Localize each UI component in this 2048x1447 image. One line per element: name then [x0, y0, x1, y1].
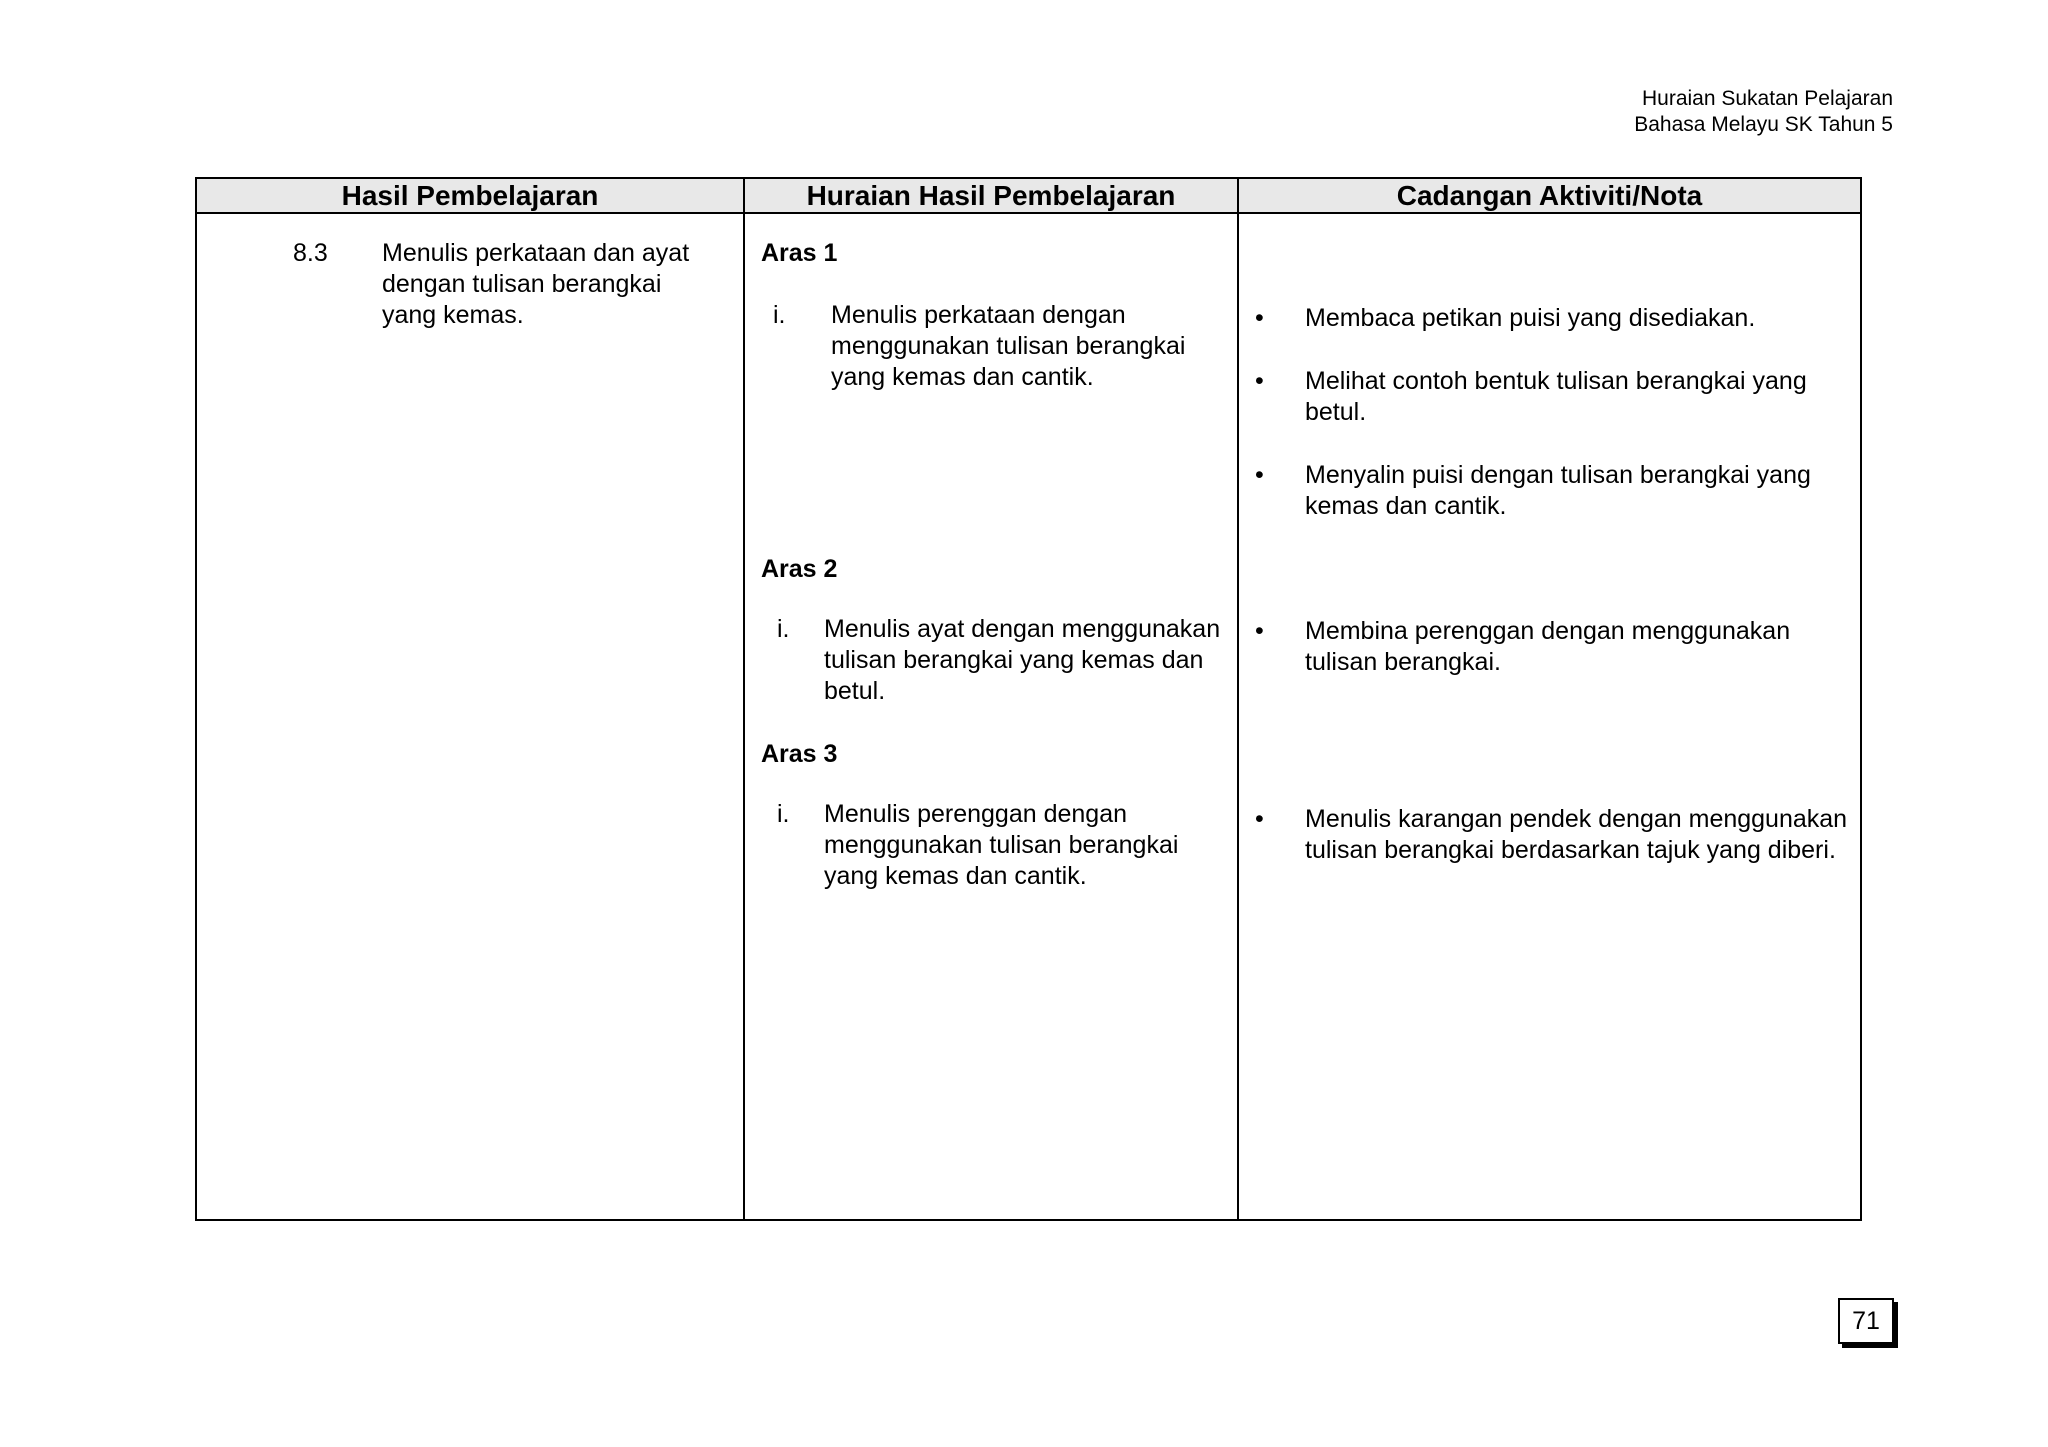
- header-title: Huraian Sukatan Pelajaran: [1642, 87, 1893, 110]
- activities-cell: [1238, 213, 1861, 1220]
- level-2-title: Aras 2: [761, 555, 838, 583]
- outcome-description-cell: [744, 213, 1238, 1220]
- level-1-numeral: i.: [773, 301, 786, 329]
- level-3-title: Aras 3: [761, 740, 838, 768]
- syllabus-table: [195, 177, 1862, 1221]
- column-header-hasil: Hasil Pembelajaran: [196, 178, 744, 213]
- level-1-title: Aras 1: [761, 239, 838, 267]
- activity-item: • Menulis karangan pendek dengan menggunakan tulisan berangkai berdasarkan tajuk yang diberi.: [1305, 804, 1850, 866]
- activity-item: • Membaca petikan puisi yang disediakan.: [1305, 303, 1850, 334]
- table-header-row: [196, 178, 1861, 213]
- table-row: [196, 213, 1861, 1220]
- outcome-number: 8.3: [293, 239, 328, 267]
- level-1-text: Menulis perkataan dengan menggunakan tulisan berangkai yang kemas dan cantik.: [831, 301, 1186, 391]
- header-subtitle: Bahasa Melayu SK Tahun 5: [1634, 113, 1893, 136]
- activity-item: • Membina perenggan dengan menggunakan tulisan berangkai.: [1305, 616, 1850, 678]
- level-3-text: Menulis perenggan dengan menggunakan tulisan berangkai yang kemas dan cantik.: [824, 800, 1179, 890]
- column-header-huraian: Huraian Hasil Pembelajaran: [744, 178, 1238, 213]
- document-header: [1634, 86, 1893, 138]
- activity-item: • Menyalin puisi dengan tulisan berangkai yang kemas dan cantik.: [1305, 460, 1850, 522]
- level-2-numeral: i.: [777, 615, 790, 643]
- page-number: 71: [1838, 1298, 1894, 1344]
- outcome-text: Menulis perkataan dan ayat dengan tulisan berangkai yang kemas.: [382, 239, 690, 329]
- activity-item: • Melihat contoh bentuk tulisan berangkai yang betul.: [1305, 366, 1850, 428]
- column-header-cadangan: Cadangan Aktiviti/Nota: [1238, 178, 1861, 213]
- learning-outcome-cell: [196, 213, 744, 1220]
- level-2-text: Menulis ayat dengan menggunakan tulisan berangkai yang kemas dan betul.: [824, 615, 1221, 705]
- level-3-numeral: i.: [777, 800, 790, 828]
